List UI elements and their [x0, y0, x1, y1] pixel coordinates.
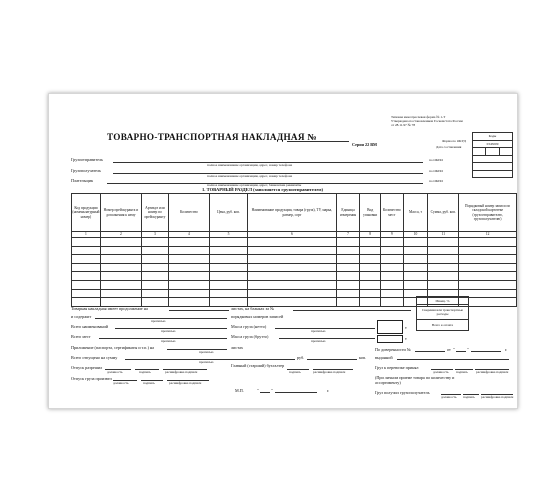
- col-header-sum: Сумма, руб. коп.: [428, 194, 459, 232]
- net-mass-box[interactable]: [377, 320, 403, 334]
- quote-close: ": [271, 388, 273, 393]
- table-cell[interactable]: [403, 246, 428, 255]
- in-words-hint: прописью: [199, 350, 214, 354]
- col-num: 5: [210, 232, 248, 238]
- table-cell[interactable]: [459, 280, 517, 289]
- in-words-hint: прописью: [199, 360, 214, 364]
- col-header-unit: Единица измерения: [336, 194, 360, 232]
- goods-table: [71, 193, 517, 307]
- quote-open: ": [257, 388, 259, 393]
- position-hint: должность: [433, 370, 449, 374]
- serial-records-label: порядковых номеров записей: [231, 314, 284, 319]
- accepted-label: Груз к перевозке принял: [375, 365, 419, 370]
- kop-line[interactable]: [307, 359, 357, 360]
- consignee-label: Грузополучатель: [71, 168, 102, 173]
- in-words-hint: прописью: [311, 329, 326, 333]
- col-header-package: Вид упаковки: [360, 194, 381, 232]
- table-cell[interactable]: [210, 272, 248, 281]
- shipper-hint: полное наименование организации, адрес, номер телефона: [207, 163, 293, 167]
- table-cell[interactable]: [168, 255, 209, 264]
- table-cell[interactable]: [360, 298, 381, 307]
- from-label: от: [447, 347, 451, 352]
- table-cell[interactable]: [168, 272, 209, 281]
- table-cell[interactable]: [336, 289, 360, 298]
- table-row: [72, 272, 517, 281]
- table-header-row: [72, 194, 517, 232]
- personal-accept-note: (При личном приеме товара по количеству и ассортименту): [375, 375, 455, 385]
- table-cell[interactable]: [428, 263, 459, 272]
- table-cell[interactable]: [336, 272, 360, 281]
- gross-mass-label: Масса груза (брутто): [231, 334, 269, 339]
- net-mass-label: Масса груза (нетто): [231, 324, 267, 329]
- table-cell[interactable]: [336, 238, 360, 247]
- year-label: г.: [505, 347, 508, 352]
- col-num: 12: [459, 232, 517, 238]
- table-cell[interactable]: [142, 280, 169, 289]
- kop-label: коп.: [359, 355, 367, 360]
- in-words-hint: прописью: [161, 339, 176, 343]
- table-cell[interactable]: [403, 263, 428, 272]
- table-cell[interactable]: [210, 255, 248, 264]
- table-cell[interactable]: [248, 272, 337, 281]
- table-cell[interactable]: [100, 246, 141, 255]
- table-cell[interactable]: [210, 238, 248, 247]
- col-header-article: Артикул или номер по прейскуранту: [142, 194, 169, 232]
- table-cell[interactable]: [403, 280, 428, 289]
- col-header-record: Порядковый номер записи по складской картотеке (грузоотправителю, грузополучателю): [459, 194, 517, 232]
- okpo-code-2: [473, 163, 513, 171]
- table-cell[interactable]: [360, 263, 381, 272]
- table-cell[interactable]: [459, 255, 517, 264]
- table-cell[interactable]: [210, 289, 248, 298]
- col-num: 9: [380, 232, 403, 238]
- col-num: 2: [100, 232, 141, 238]
- okpo-code-1: [473, 155, 513, 163]
- table-cell[interactable]: [72, 280, 101, 289]
- total-sum-label: Всего отпущено на сумму: [71, 355, 118, 360]
- table-row: [72, 280, 517, 289]
- contains-label: и содержит: [71, 314, 92, 319]
- released-by-label: Отпуск груза произвел: [71, 376, 112, 381]
- table-cell[interactable]: [380, 263, 403, 272]
- tonne-label: т: [405, 325, 407, 330]
- table-cell[interactable]: [248, 246, 337, 255]
- col-num: 11: [428, 232, 459, 238]
- total-payable-cell: Всего к оплате: [417, 320, 469, 331]
- position-hint: должность: [441, 395, 457, 399]
- discount-header: Извещ. %: [417, 297, 469, 305]
- table-cell[interactable]: [100, 263, 141, 272]
- table-cell[interactable]: [380, 280, 403, 289]
- decode-hint: расшифровка подписи: [481, 395, 514, 399]
- number-line: [287, 141, 349, 142]
- table-cell[interactable]: [100, 280, 141, 289]
- table-cell[interactable]: [380, 272, 403, 281]
- position-hint: должность: [107, 370, 123, 374]
- table-cell[interactable]: [459, 246, 517, 255]
- transport-cost-cell: Сведения или транспортные расходы: [417, 305, 469, 320]
- signature-hint: подпись: [289, 370, 301, 374]
- table-cell[interactable]: [100, 238, 141, 247]
- in-words-hint: прописью: [311, 339, 326, 343]
- col-num: 3: [142, 232, 169, 238]
- series-label: Серия 22 ВМ: [352, 142, 377, 147]
- table-cell[interactable]: [248, 255, 337, 264]
- table-cell[interactable]: [100, 298, 141, 307]
- table-cell[interactable]: [100, 272, 141, 281]
- table-cell[interactable]: [248, 289, 337, 298]
- col-num: 4: [168, 232, 209, 238]
- table-cell[interactable]: [380, 246, 403, 255]
- table-cell[interactable]: [100, 289, 141, 298]
- table-cell[interactable]: [142, 238, 169, 247]
- total-names-label: Всего наименований: [71, 324, 109, 329]
- sheets-label: листах, на бланках за №: [231, 306, 275, 311]
- issued-label: выданной: [375, 355, 393, 360]
- table-cell[interactable]: [72, 246, 101, 255]
- continuation-label: Товарная накладная имеет продолжение на: [71, 306, 148, 311]
- decode-hint: расшифровка подписи: [313, 370, 346, 374]
- position-hint: должность: [113, 381, 129, 385]
- table-cell[interactable]: [100, 255, 141, 264]
- signature-hint: подпись: [456, 370, 468, 374]
- table-cell[interactable]: [360, 280, 381, 289]
- shipper-okpo: по ОКПО: [429, 158, 443, 162]
- col-header-pricelist: Номер прейскуранта и дополнения к нему: [100, 194, 141, 232]
- transport-cost-box: [416, 296, 469, 331]
- table-cell[interactable]: [72, 289, 101, 298]
- power-of-attorney-label: По доверенности №: [375, 347, 411, 352]
- waybill-form-sheet: [48, 93, 518, 409]
- table-cell[interactable]: [403, 272, 428, 281]
- table-cell[interactable]: [360, 246, 381, 255]
- table-cell[interactable]: [360, 255, 381, 264]
- in-words-hint: прописью: [161, 329, 176, 333]
- table-cell[interactable]: [248, 298, 337, 307]
- tonne-label: т: [405, 336, 407, 341]
- month-line[interactable]: [275, 392, 317, 393]
- table-cell[interactable]: [360, 238, 381, 247]
- section-title: 1. ТОВАРНЫЙ РАЗДЕЛ (заполняется грузоотправителем): [202, 187, 324, 192]
- decode-hint: расшифровка подписи: [169, 381, 202, 385]
- table-cell[interactable]: [210, 246, 248, 255]
- stamp-label: М.П.: [235, 388, 244, 393]
- table-cell[interactable]: [168, 298, 209, 307]
- table-cell[interactable]: [380, 289, 403, 298]
- col-header-places: Количество мест: [380, 194, 403, 232]
- table-cell[interactable]: [168, 238, 209, 247]
- document-title: ТОВАРНО-ТРАНСПОРТНАЯ НАКЛАДНАЯ №: [107, 132, 317, 142]
- table-cell[interactable]: [360, 272, 381, 281]
- table-cell[interactable]: [142, 298, 169, 307]
- rub-label: руб.: [297, 355, 305, 360]
- in-words-hint: прописью: [151, 319, 166, 323]
- gross-mass-box[interactable]: [377, 335, 403, 343]
- attorney-day-line[interactable]: [456, 351, 466, 352]
- table-cell[interactable]: [142, 289, 169, 298]
- form-note-3: от 28.11.97 № 78: [391, 123, 416, 127]
- quote-close: ": [467, 347, 469, 352]
- table-cell[interactable]: [210, 280, 248, 289]
- col-num: 7: [336, 232, 360, 238]
- table-cell[interactable]: [72, 272, 101, 281]
- table-cell[interactable]: [380, 298, 403, 307]
- chief-accountant-label: Главный (старший) бухгалтер: [231, 363, 285, 368]
- table-cell[interactable]: [380, 255, 403, 264]
- table-cell[interactable]: [459, 272, 517, 281]
- shipper-label: Грузоотправитель: [71, 157, 103, 162]
- table-cell[interactable]: [403, 238, 428, 247]
- okud-code: 0345009: [473, 140, 513, 148]
- col-header-name: Наименование продукции, товара (груза), ТУ, марка, размер, сорт: [248, 194, 337, 232]
- table-row: [72, 255, 517, 264]
- col-num: 6: [248, 232, 337, 238]
- signature-hint: подпись: [139, 370, 151, 374]
- attorney-month-line[interactable]: [471, 351, 501, 352]
- payer-okpo: по ОКПО: [429, 179, 443, 183]
- quote-open: ": [453, 347, 455, 352]
- table-cell[interactable]: [72, 263, 101, 272]
- col-header-price: Цена, руб. коп.: [210, 194, 248, 232]
- signature-hint: подпись: [143, 381, 155, 385]
- table-cell[interactable]: [142, 272, 169, 281]
- payer-hint: полное наименование организации, адрес, банковские реквизиты: [207, 183, 302, 187]
- form-note-2: Утверждена постановлением Госкомстата России: [391, 119, 463, 123]
- table-cell[interactable]: [380, 238, 403, 247]
- gross-mass-line[interactable]: [279, 338, 375, 339]
- table-cell[interactable]: [428, 238, 459, 247]
- attachment-line[interactable]: [167, 349, 227, 350]
- table-cell[interactable]: [168, 280, 209, 289]
- table-cell[interactable]: [72, 255, 101, 264]
- table-cell[interactable]: [459, 238, 517, 247]
- col-num: 8: [360, 232, 381, 238]
- table-cell[interactable]: [248, 238, 337, 247]
- table-cell[interactable]: [459, 263, 517, 272]
- date-label: Дата составления: [436, 145, 462, 149]
- table-cell[interactable]: [168, 263, 209, 272]
- forms-number-line[interactable]: [293, 310, 411, 311]
- attachment-sheets-label: листах: [231, 345, 244, 350]
- consignee-okpo: по ОКПО: [429, 169, 443, 173]
- signature-hint: подпись: [463, 395, 475, 399]
- okpo-code-3: [473, 170, 513, 178]
- table-cell[interactable]: [360, 289, 381, 298]
- table-cell[interactable]: [142, 255, 169, 264]
- table-cell[interactable]: [210, 263, 248, 272]
- table-cell[interactable]: [210, 298, 248, 307]
- consignee-hint: полное наименование организации, адрес, номер телефона: [207, 174, 293, 178]
- col-header-code: Код продукции (номенклатурный номер): [72, 194, 101, 232]
- form-note-1: Типовая межотраслевая форма № 1-Т: [391, 115, 446, 119]
- table-cell[interactable]: [336, 298, 360, 307]
- table-cell[interactable]: [72, 238, 101, 247]
- table-cell[interactable]: [428, 280, 459, 289]
- table-cell[interactable]: [248, 280, 337, 289]
- table-cell[interactable]: [248, 263, 337, 272]
- table-row: [72, 238, 517, 247]
- received-label: Груз получил грузополучатель: [375, 390, 430, 395]
- codes-label: Коды: [473, 133, 513, 141]
- issued-line[interactable]: [397, 359, 509, 360]
- total-places-label: Всего мест: [71, 334, 91, 339]
- table-row: [72, 246, 517, 255]
- table-cell[interactable]: [336, 263, 360, 272]
- table-cell[interactable]: [168, 246, 209, 255]
- attorney-number-line[interactable]: [415, 351, 445, 352]
- payer-label: Плательщик: [71, 178, 94, 183]
- codes-box: [472, 132, 513, 178]
- table-cell[interactable]: [168, 289, 209, 298]
- table-cell[interactable]: [142, 246, 169, 255]
- col-header-quantity: Количество: [168, 194, 209, 232]
- table-cell[interactable]: [336, 280, 360, 289]
- okud-label: Форма по ОКУД: [442, 139, 466, 143]
- table-cell[interactable]: [428, 255, 459, 264]
- table-cell[interactable]: [403, 255, 428, 264]
- decode-hint: расшифровка подписи: [476, 370, 509, 374]
- continuation-sheets-line[interactable]: [169, 310, 229, 311]
- table-cell[interactable]: [142, 263, 169, 272]
- table-row: [72, 263, 517, 272]
- col-header-mass: Масса, т: [403, 194, 428, 232]
- col-num: 1: [72, 232, 101, 238]
- col-num: 10: [403, 232, 428, 238]
- table-cell[interactable]: [428, 272, 459, 281]
- date-cell: [473, 148, 513, 156]
- decode-hint: расшифровка подписи: [165, 370, 198, 374]
- attachment-label: Приложение (паспорта, сертификаты и т.п.) на: [71, 345, 155, 350]
- day-line[interactable]: [260, 392, 270, 393]
- table-cell[interactable]: [336, 246, 360, 255]
- table-cell[interactable]: [72, 298, 101, 307]
- release-allowed-label: Отпуск разрешил: [71, 365, 103, 370]
- table-cell[interactable]: [428, 246, 459, 255]
- table-cell[interactable]: [336, 255, 360, 264]
- year-label: г.: [327, 388, 330, 393]
